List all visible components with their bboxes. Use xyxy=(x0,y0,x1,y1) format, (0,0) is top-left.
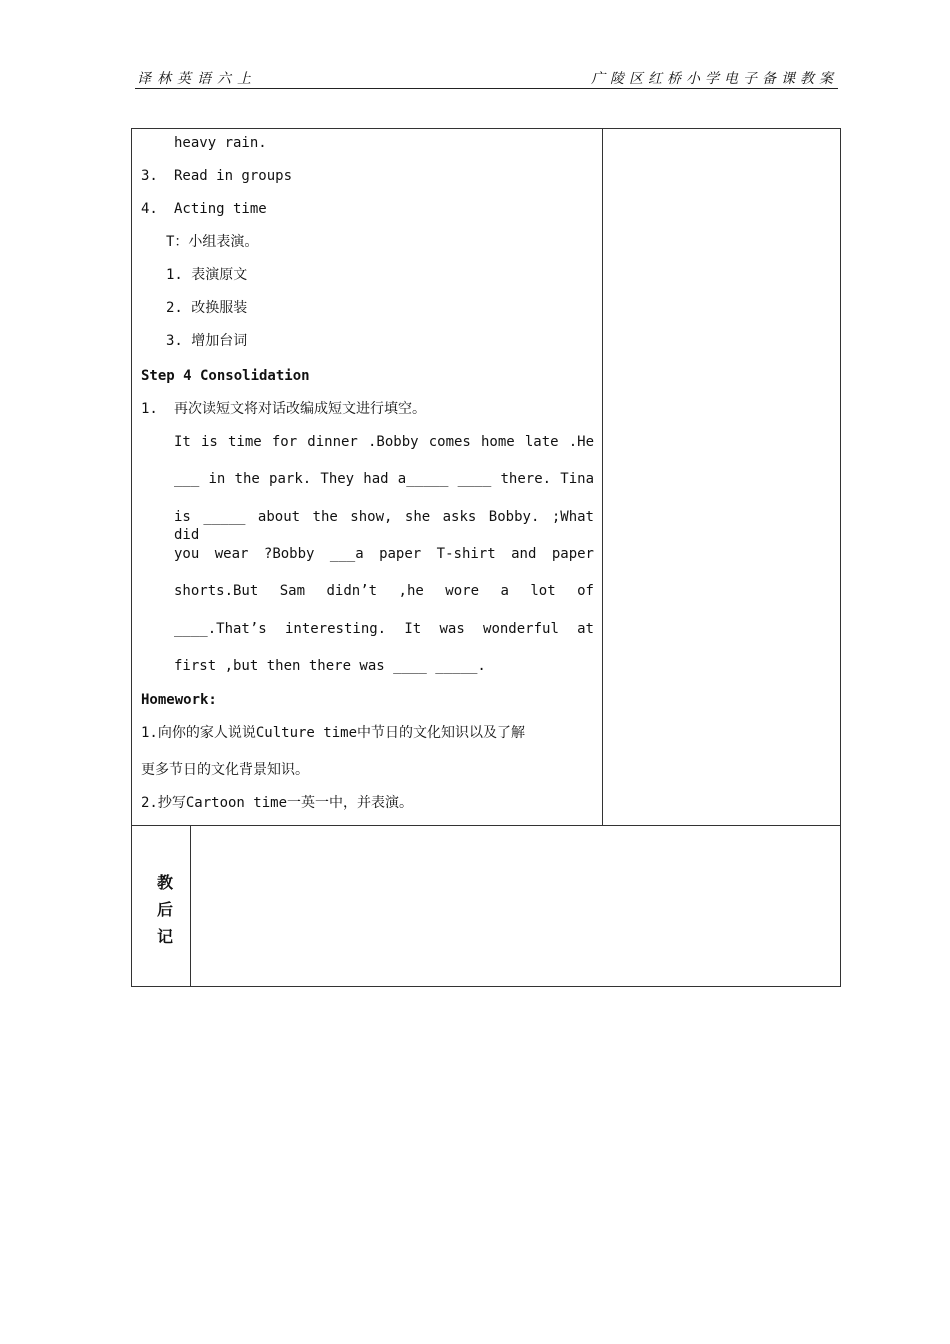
column-divider xyxy=(602,129,603,825)
lesson-plan-table xyxy=(131,128,841,987)
row-divider xyxy=(132,825,840,826)
passage-line: ___ in the park. They had a_____ ____ there. Tina xyxy=(174,471,594,487)
homework-heading: Homework: xyxy=(141,692,217,708)
list-number: 1. xyxy=(141,401,158,417)
passage-line: It is time for dinner .Bobby comes home late .He xyxy=(174,434,594,450)
passage-line: shorts.But Sam didn’t ,he wore a lot of xyxy=(174,583,594,599)
homework-item: 2.抄写Cartoon time一英一中，并表演。 xyxy=(141,795,414,811)
step4-heading: Step 4 Consolidation xyxy=(141,368,310,384)
reflection-divider xyxy=(190,826,191,986)
list-item-read-in-groups: Read in groups xyxy=(174,168,293,184)
header-school-title: 广陵区红桥小学电子备课教案 xyxy=(591,71,838,87)
page-header xyxy=(135,66,838,89)
sub-item: 1. 表演原文 xyxy=(166,267,248,283)
teacher-note: T：小组表演。 xyxy=(166,234,259,250)
passage-line: is _____ about the show, she asks Bobby. ;What did xyxy=(174,509,594,543)
header-course-title: 译林英语六上 xyxy=(137,71,257,87)
sub-item: 3. 增加台词 xyxy=(166,333,248,349)
reflection-label-cell xyxy=(132,826,190,986)
list-number: 3. xyxy=(141,168,158,184)
reflection-label-char: 教 xyxy=(157,873,174,892)
list-item-acting-time: Acting time xyxy=(174,201,267,217)
passage-line: you wear ?Bobby ___a paper T-shirt and paper xyxy=(174,546,594,562)
homework-item-continued: 更多节日的文化背景知识。 xyxy=(141,762,309,778)
sub-item: 2. 改换服装 xyxy=(166,300,248,316)
step4-instruction: 再次读短文将对话改编成短文进行填空。 xyxy=(174,401,426,417)
list-number: 4. xyxy=(141,201,158,217)
homework-item: 1.向你的家人说说Culture time中节日的文化知识以及了解 xyxy=(141,725,526,741)
reflection-label-char: 后 xyxy=(157,900,174,919)
text-line: heavy rain. xyxy=(174,135,267,151)
passage-line: first ,but then there was ____ _____. xyxy=(174,658,486,674)
reflection-label-char: 记 xyxy=(157,927,174,946)
passage-line: ____.That’s interesting. It was wonderful at xyxy=(174,621,594,637)
